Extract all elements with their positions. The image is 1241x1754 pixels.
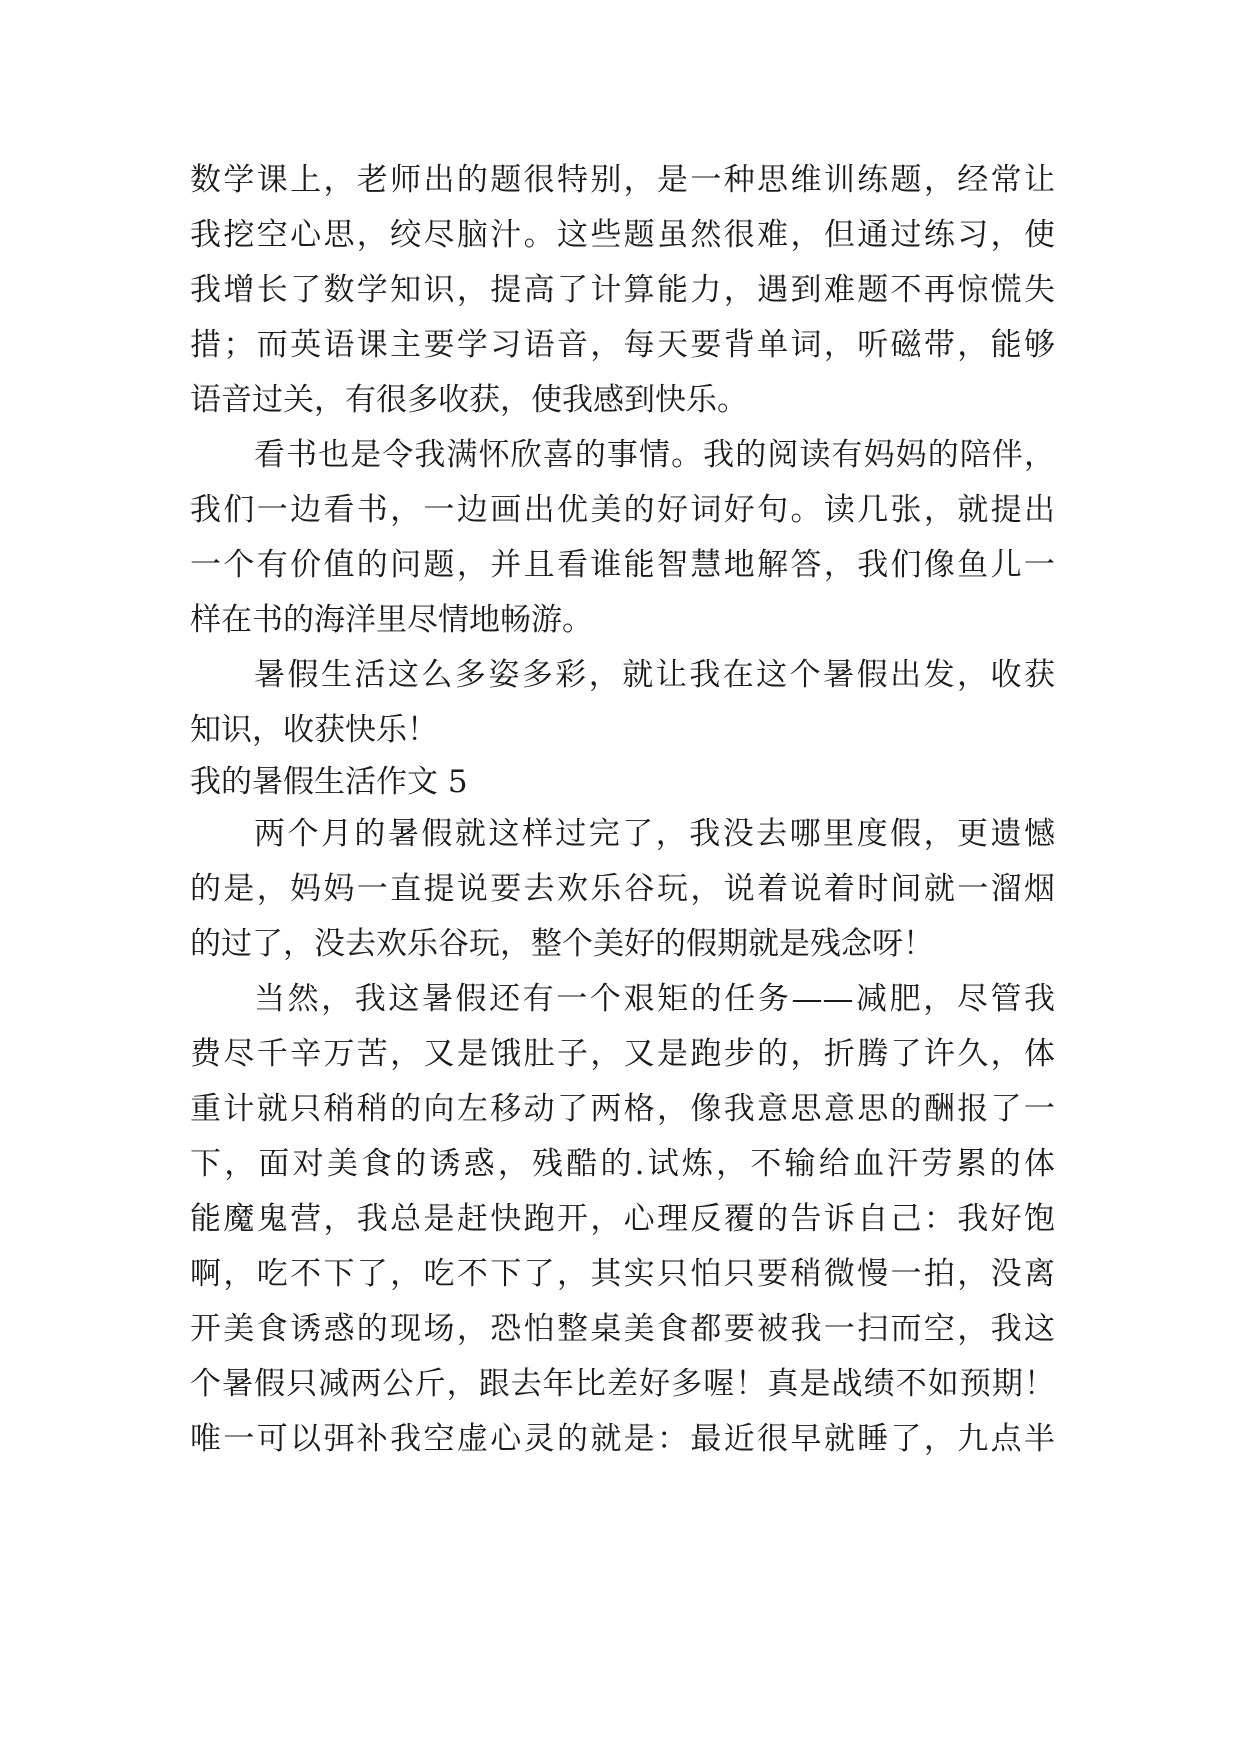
text-line: 下，面对美食的诱惑，残酷的.试炼，不输给血汗劳累的体 [190, 1146, 1055, 1182]
section-heading: 我的暑假生活作文 5 [190, 764, 468, 800]
text-line: 啊，吃不下了，吃不下了，其实只怕只要稍微慢一拍，没离 [190, 1256, 1055, 1292]
text-line: 个暑假只减两公斤，跟去年比差好多喔！真是战绩不如预期！ [190, 1366, 1055, 1402]
text-line: 语音过关，有很多收获，使我感到快乐。 [190, 382, 748, 418]
text-line: 我挖空心思，绞尽脑汁。这些题虽然很难，但通过练习，使 [190, 217, 1055, 253]
text-line: 开美食诱惑的现场，恐怕整桌美食都要被我一扫而空，我这 [190, 1311, 1055, 1347]
text-line: 重计就只稍稍的向左移动了两格，像我意思意思的酬报了一 [190, 1091, 1055, 1127]
paragraph-first-line: 当然，我这暑假还有一个艰矩的任务——减肥，尽管我 [254, 981, 1055, 1017]
text-line: 的过了，没去欢乐谷玩，整个美好的假期就是残念呀！ [190, 926, 934, 962]
text-line: 能魔鬼营，我总是赶快跑开，心理反覆的告诉自己：我好饱 [190, 1201, 1055, 1237]
text-line: 措；而英语课主要学习语音，每天要背单词，听磁带，能够 [190, 327, 1055, 363]
paragraph-first-line: 看书也是令我满怀欣喜的事情。我的阅读有妈妈的陪伴， [254, 437, 1055, 473]
text-line: 数学课上，老师出的题很特别，是一种思维训练题，经常让 [190, 162, 1055, 198]
paragraph-first-line: 暑假生活这么多姿多彩，就让我在这个暑假出发，收获 [254, 657, 1055, 693]
text-line: 费尽千辛万苦，又是饿肚子，又是跑步的，折腾了许久，体 [190, 1036, 1055, 1072]
text-line: 我增长了数学知识，提高了计算能力，遇到难题不再惊慌失 [190, 272, 1055, 308]
text-line: 我们一边看书，一边画出优美的好词好句。读几张，就提出 [190, 492, 1055, 528]
text-line: 知识，收获快乐！ [190, 712, 438, 748]
text-line: 样在书的海洋里尽情地畅游。 [190, 602, 593, 638]
text-line: 一个有价值的问题，并且看谁能智慧地解答，我们像鱼儿一 [190, 547, 1055, 583]
text-line: 的是，妈妈一直提说要去欢乐谷玩，说着说着时间就一溜烟 [190, 871, 1055, 907]
text-line: 唯一可以弭补我空虚心灵的就是：最近很早就睡了，九点半 [190, 1421, 1055, 1457]
paragraph-first-line: 两个月的暑假就这样过完了，我没去哪里度假，更遗憾 [254, 816, 1055, 852]
